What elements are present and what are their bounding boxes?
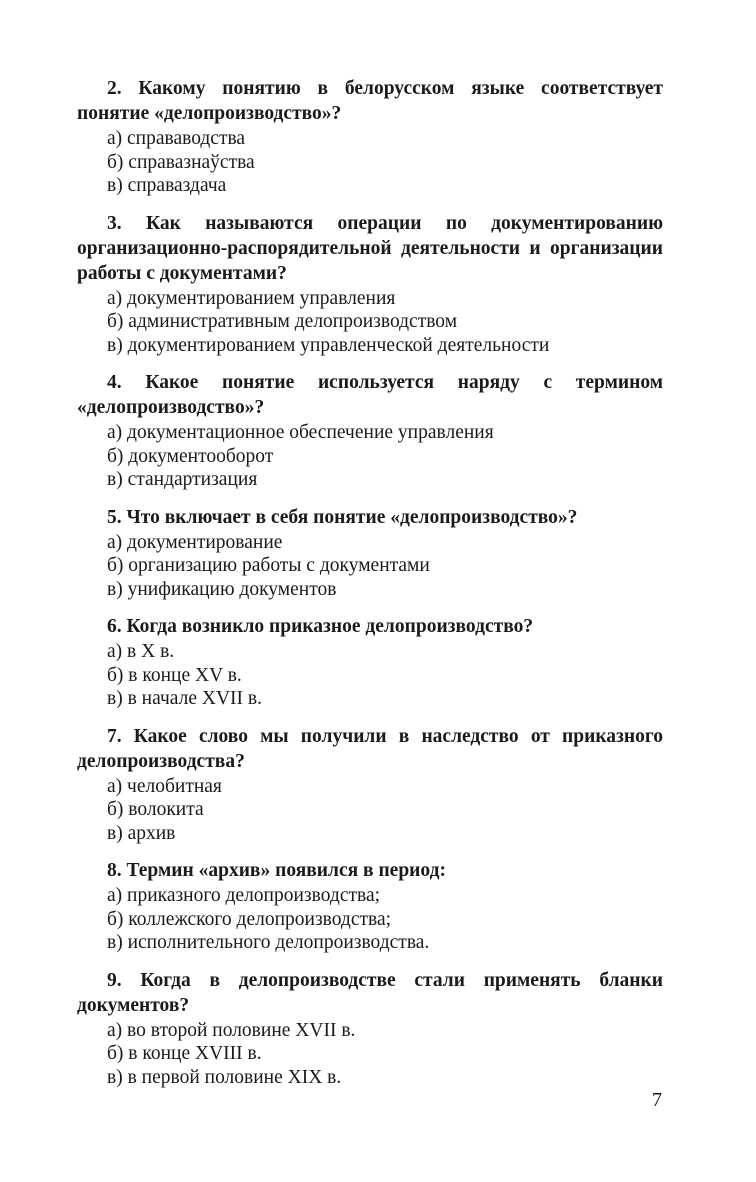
option-list — [77, 775, 663, 846]
question-2 — [77, 76, 663, 198]
question-title: 9. Когда в делопроизводстве стали применять бланки документов? — [77, 969, 663, 1016]
option-c: в) унификацию документов — [107, 578, 337, 600]
option-b: б) в конце XVIII в. — [107, 1043, 262, 1064]
option-b: б) организацию работы с документами — [107, 555, 430, 576]
question-list — [77, 76, 663, 1102]
option-c: в) в первой половине XIX в. — [107, 1066, 342, 1088]
option-a: а) справаводства — [107, 128, 246, 149]
option-c: в) документированием управленческой деятельности — [107, 334, 550, 356]
option-b: б) административным делопроизводством — [107, 311, 458, 332]
option-a: а) документирование — [107, 531, 283, 553]
option-a: а) документационное обеспечение управления — [107, 422, 494, 443]
question-5 — [77, 505, 663, 602]
option-a: а) челобитная — [107, 775, 222, 797]
option-list — [77, 884, 663, 955]
question-title: 5. Что включает в себя понятие «делопроизводство»? — [107, 506, 578, 528]
page-number: 7 — [652, 1089, 662, 1111]
question-4 — [77, 370, 663, 492]
option-b: б) волокита — [107, 799, 204, 820]
option-b: б) в конце XV в. — [107, 664, 242, 686]
option-list — [77, 531, 663, 602]
option-a: а) в X в. — [107, 641, 175, 662]
question-title: 6. Когда возникло приказное делопроизводство? — [107, 616, 534, 637]
option-list — [77, 127, 663, 198]
option-c: в) справаздача — [107, 175, 227, 196]
option-c: в) стандартизация — [107, 469, 258, 490]
option-list — [77, 640, 663, 711]
option-b: б) коллежского делопроизводства; — [107, 908, 392, 930]
option-c: в) архив — [107, 822, 176, 844]
option-b: б) документооборот — [107, 445, 274, 467]
question-3 — [77, 211, 663, 358]
question-title: 2. Какому понятию в белорусском языке соответствует понятие «делопроизводство»? — [77, 78, 663, 124]
option-list — [77, 421, 663, 492]
question-7 — [77, 724, 663, 846]
question-title: 7. Какое слово мы получили в наследство от приказного делопроизводства? — [77, 725, 663, 772]
option-a: а) во второй половине XVII в. — [107, 1019, 356, 1041]
question-title: 3. Как называются операции по документированию организационно-распорядительной деятельности и организации работы с документами? — [77, 212, 663, 284]
question-9 — [77, 968, 663, 1090]
option-b: б) справазнаўства — [107, 151, 255, 173]
option-c: в) исполнительного делопроизводства. — [107, 932, 430, 953]
option-a: а) документированием управления — [107, 287, 396, 309]
option-a: а) приказного делопроизводства; — [107, 885, 381, 906]
option-list — [77, 1019, 663, 1090]
question-8 — [77, 858, 663, 955]
option-list — [77, 287, 663, 358]
question-title: 8. Термин «архив» появился в период: — [107, 860, 446, 881]
option-c: в) в начале XVII в. — [107, 688, 262, 709]
question-6 — [77, 614, 663, 711]
question-title: 4. Какое понятие используется наряду с термином «делопроизводство»? — [77, 372, 663, 418]
